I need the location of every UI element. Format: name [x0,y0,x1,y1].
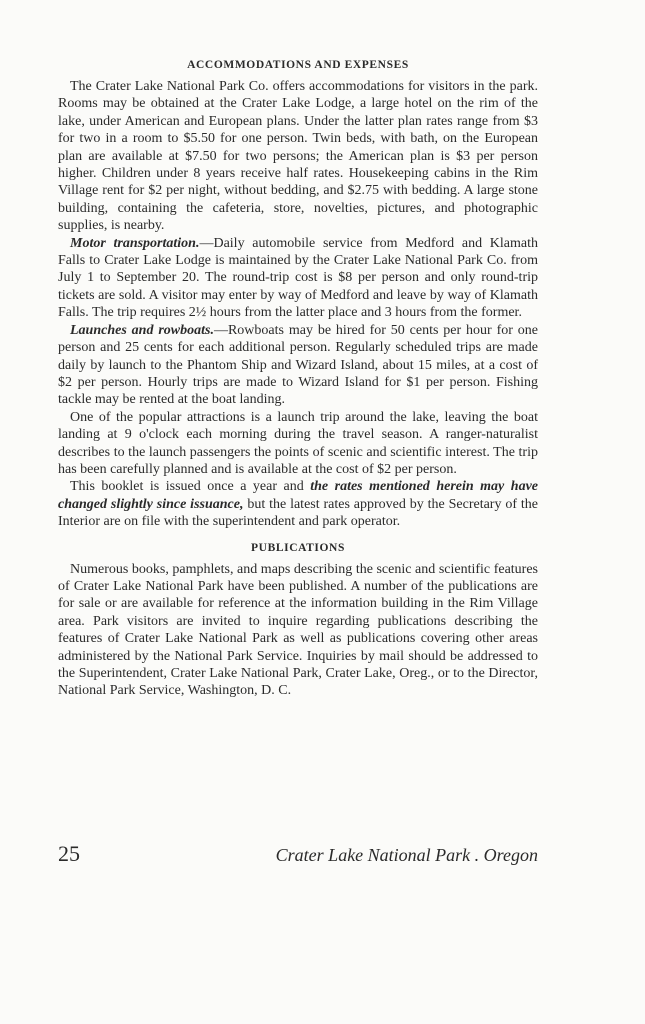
accommodations-paragraph: The Crater Lake National Park Co. offers accommodations for visitors in the park. Rooms may be obtained at the Crater Lake Lodge, a large hotel on the rim of the lake, under American and European plans. Under the latter plan rates range from $3 for two in a room to $5.50 for one person. Twin beds, with bath, on the European plan are available at $7.50 for two persons; the American plan is $3 per person higher. Children under 8 years receive half rates. Housekeeping cabins in the Rim Village rent for $2 per night, without bedding, and $2.75 with bedding. A large stone building, containing the cafeteria, store, novelties, pictures, and photographic supplies, is nearby. [58,79,538,234]
booklet-notice-text-b: but the latest rates approved by the Secretary of the Interior are on file with the superintendent and park operator. [58,496,538,530]
page-footer [58,842,538,866]
motor-transportation-text: —Daily automobile service from Medford and Klamath Falls to Crater Lake Lodge is maintained by the Crater Lake National Park Co. from July 1 to September 20. The round-trip cost is $8 per person and only round-trip tickets are sold. A visitor may enter by way of Medford and leave by way of Klamath Falls. The trip requires 2½ hours from the latter place and 3 hours from the former. [58,235,538,321]
launch-trip-paragraph: One of the popular attractions is a launch trip around the lake, leaving the boat landing at 9 o'clock each morning during the travel season. A ranger-naturalist describes to the launch passengers the points of scenic and scientific interest. The trip has been carefully planned and is available at the cost of $2 per person. [58,409,538,477]
accommodations-heading: ACCOMMODATIONS AND EXPENSES [187,59,409,71]
launches-lead: Launches and rowboats. [70,322,214,338]
booklet-notice-emphasis: the rates mentioned herein may have changed slightly since issuance, [58,479,538,512]
page-number: 25 [58,841,80,866]
launches-text: —Rowboats may be hired for 50 cents per hour for one person and 25 cents for each additional person. Regularly scheduled trips are made daily by launch to the Phantom Ship and Wizard Island, about 15 miles, at a cost of $2 per person. Hourly trips are made to Wizard Island for $1 per person. Fishing tackle may be rented at the boat landing. [58,322,539,408]
publications-heading: PUBLICATIONS [251,541,345,554]
motor-transportation-paragraph [58,235,538,322]
launches-paragraph [58,322,538,409]
booklet-notice-text-a: This booklet is issued once a year and [70,479,311,495]
booklet-notice-paragraph [58,478,538,530]
publications-paragraph: Numerous books, pamphlets, and maps describing the scenic and scientific features of Crater Lake National Park have been published. A number of the publications are for sale or are available for reference at the information building in the Rim Village area. Park visitors are invited to inquire regarding publications describing the features of Crater Lake National Park as well as publications covering other areas administered by the National Park Service. Inquiries by mail should be addressed to the Superintendent, Crater Lake National Park, Crater Lake, Oreg., or to the Director, National Park Service, Washington, D. C. [58,561,538,699]
motor-transportation-lead: Motor transportation. [70,235,200,251]
running-title: Crater Lake National Park . Oregon [275,845,538,865]
